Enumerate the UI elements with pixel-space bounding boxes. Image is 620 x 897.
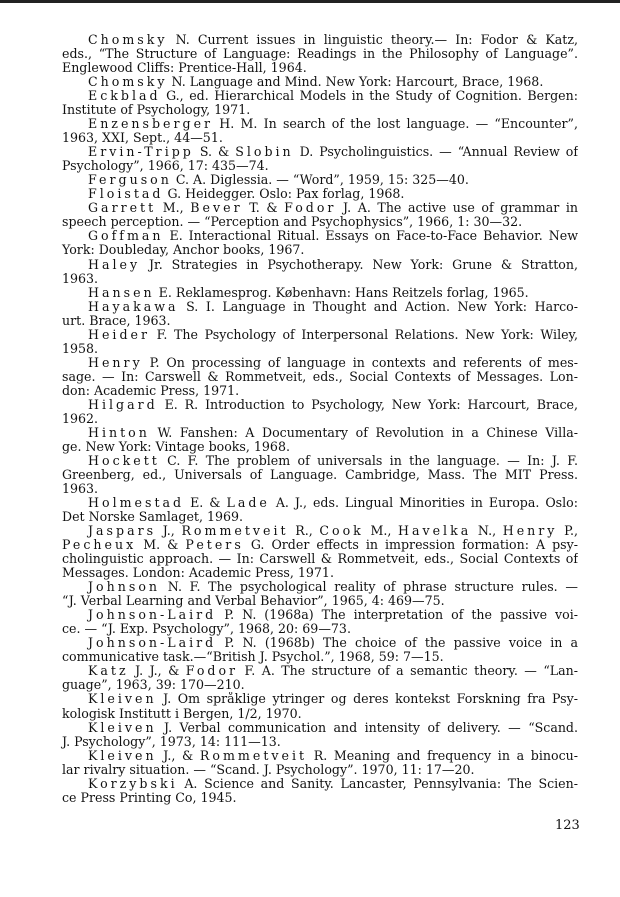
reference-line bbox=[62, 692, 578, 706]
reference-text: P. On processing of language in contexts and referents of mes- bbox=[142, 355, 578, 370]
reference-line bbox=[62, 538, 578, 552]
reference-line bbox=[62, 524, 578, 538]
reference-text: Greenberg, ed., Universals of Language. Cambridge, Mass. The MIT Press. bbox=[62, 467, 578, 482]
reference-text: G. Heidegger. Oslo: Pax forlag, 1968. bbox=[163, 186, 405, 202]
reference-text: S. I. Language in Thought and Action. New York: Harco- bbox=[178, 299, 578, 314]
author-name: Hinton bbox=[88, 425, 150, 440]
reference-text: G. Order effects in impression formation: A psy- bbox=[243, 538, 578, 553]
reference-text: S. & bbox=[193, 145, 236, 160]
reference-entry bbox=[62, 580, 578, 608]
author-name: Bever bbox=[190, 201, 243, 216]
author-name: Garrett bbox=[88, 201, 157, 216]
reference-line bbox=[62, 791, 578, 805]
reference-line bbox=[62, 608, 578, 622]
reference-entry bbox=[62, 117, 578, 145]
reference-text: guage”, 1963, 39: 170—210. bbox=[62, 677, 245, 693]
reference-text: E. Interactional Ritual. Essays on Face-to-Face Behavior. New bbox=[163, 229, 578, 244]
reference-entry bbox=[62, 721, 578, 749]
reference-text: C. F. The problem of universals in the language. — In: J. F. bbox=[159, 453, 578, 468]
reference-text: 1963. bbox=[62, 270, 99, 286]
reference-text: speech perception. — “Perception and Psychophysics”, 1966, 1: 30—32. bbox=[62, 214, 523, 230]
reference-text: H. M. In search of the lost language. — “Encounter”, bbox=[213, 117, 578, 132]
reference-line bbox=[62, 440, 578, 454]
author-name: Enzensberger bbox=[88, 117, 214, 132]
reference-text: J., & bbox=[156, 748, 200, 763]
reference-text: J. Verbal communication and intensity of delivery. — “Scand. bbox=[156, 720, 578, 735]
reference-text: J. Om språklige ytringer og deres kontekst Forskning fra Psy- bbox=[156, 692, 578, 707]
reference-text: J., bbox=[156, 524, 182, 539]
reference-line bbox=[62, 215, 578, 229]
reference-line bbox=[62, 187, 578, 201]
reference-line bbox=[62, 735, 578, 749]
reference-text: J. Psychology”, 1973, 14: 111—13. bbox=[62, 733, 281, 749]
reference-text: E. Reklamesprog. København: Hans Reitzels forlag, 1965. bbox=[154, 284, 529, 300]
reference-text: M., bbox=[363, 524, 398, 539]
author-name: Kleiven bbox=[88, 720, 157, 735]
reference-entry bbox=[62, 454, 578, 496]
scan-edge bbox=[0, 0, 620, 3]
reference-text: G., ed. Hierarchical Models in the Study of Cognition. Bergen: bbox=[160, 89, 578, 104]
reference-text: York: Doubleday, Anchor books, 1967. bbox=[62, 242, 305, 258]
reference-line bbox=[62, 763, 578, 777]
reference-line bbox=[62, 664, 578, 678]
author-name: Cook bbox=[319, 524, 364, 539]
author-name: Holmestad bbox=[88, 496, 185, 511]
reference-text: D. Psycholinguistics. — “Annual Review of bbox=[293, 145, 578, 160]
reference-text: ce. — “J. Exp. Psychology”, 1968, 20: 69—73. bbox=[62, 621, 351, 637]
reference-line bbox=[62, 552, 578, 566]
reference-text: J. A. The active use of grammar in bbox=[336, 201, 578, 216]
reference-text: M., bbox=[156, 201, 191, 216]
reference-entry bbox=[62, 692, 578, 720]
reference-entry bbox=[62, 286, 578, 300]
author-name: Kleiven bbox=[88, 692, 157, 707]
reference-text: N. Language and Mind. New York: Harcourt, Brace, 1968. bbox=[167, 74, 544, 90]
author-name: Johnson bbox=[88, 580, 161, 595]
author-name: Floistad bbox=[88, 186, 164, 202]
reference-text: Psychology”, 1966, 17: 435—74. bbox=[62, 158, 269, 174]
reference-text: Det Norske Samlaget, 1969. bbox=[62, 509, 244, 525]
reference-line bbox=[62, 243, 578, 257]
reference-text: 1962. bbox=[62, 410, 99, 426]
reference-line bbox=[62, 159, 578, 173]
reference-text: don: Academic Press, 1971. bbox=[62, 382, 240, 398]
reference-text: ce Press Printing Co, 1945. bbox=[62, 789, 237, 805]
reference-text: F. A. The structure of a semantic theory. — “Lan- bbox=[238, 664, 578, 679]
author-name: Heider bbox=[88, 327, 150, 342]
reference-text: R. Meaning and frequency in a binocu- bbox=[307, 748, 578, 763]
reference-text: cholinguistic approach. — In: Carswell & Rommetveit, eds., Social Contexts of bbox=[62, 552, 578, 567]
reference-line bbox=[62, 370, 578, 384]
author-name: Pecheux bbox=[62, 538, 137, 553]
reference-text: N. Current issues in linguistic theory.— In: Fodor & Katz, bbox=[167, 33, 578, 47]
reference-line bbox=[62, 258, 578, 272]
reference-entry bbox=[62, 187, 578, 201]
author-name: Havelka bbox=[397, 524, 472, 539]
reference-entry bbox=[62, 75, 578, 89]
reference-line bbox=[62, 580, 578, 594]
reference-text: R., bbox=[288, 524, 320, 539]
reference-entry bbox=[62, 356, 578, 398]
author-name: Rommetveit bbox=[181, 524, 289, 539]
reference-line bbox=[62, 468, 578, 482]
reference-text: lar rivalry situation. — “Scand. J. Psychology”. 1970, 11: 17—20. bbox=[62, 761, 475, 777]
reference-text: P., bbox=[557, 524, 578, 539]
reference-entry bbox=[62, 636, 578, 664]
reference-text: ge. New York: Vintage books, 1968. bbox=[62, 438, 290, 454]
author-name: Hockett bbox=[88, 453, 160, 468]
author-name: Hayakawa bbox=[88, 299, 179, 314]
author-name: Johnson-Laird bbox=[88, 636, 217, 651]
reference-line bbox=[62, 314, 578, 328]
reference-entry bbox=[62, 145, 578, 173]
reference-line bbox=[62, 510, 578, 524]
author-name: Ferguson bbox=[88, 172, 172, 188]
author-name: Korzybski bbox=[88, 776, 178, 791]
reference-text: P. N. (1968a) The interpretation of the passive voi- bbox=[216, 608, 578, 623]
reference-text: Institute of Psychology, 1971. bbox=[62, 102, 251, 118]
author-name: Henry bbox=[88, 355, 143, 370]
reference-text: kologisk Institutt i Bergen, 1/2, 1970. bbox=[62, 705, 302, 721]
reference-line bbox=[62, 286, 578, 300]
reference-text: T. & bbox=[242, 201, 285, 216]
reference-text: urt. Brace, 1963. bbox=[62, 312, 171, 328]
reference-line bbox=[62, 384, 578, 398]
reference-text: W. Fanshen: A Documentary of Revolution in a Chinese Villa- bbox=[149, 425, 578, 440]
author-name: Eckblad bbox=[88, 89, 161, 104]
reference-line bbox=[62, 636, 578, 650]
reference-line bbox=[62, 496, 578, 510]
page-number: 123 bbox=[555, 818, 580, 833]
reference-entry bbox=[62, 777, 578, 805]
reference-line bbox=[62, 721, 578, 735]
reference-text: A. Science and Sanity. Lancaster, Pennsylvania: The Scien- bbox=[177, 776, 578, 791]
reference-line bbox=[62, 482, 578, 496]
author-name: Goffman bbox=[88, 229, 164, 244]
author-name: Chomsky bbox=[88, 74, 168, 90]
reference-line bbox=[62, 594, 578, 608]
reference-line bbox=[62, 117, 578, 131]
reference-text: eds., “The Structure of Language: Readings in the Philosophy of Language”. bbox=[62, 47, 578, 62]
reference-entry bbox=[62, 328, 578, 356]
reference-entry bbox=[62, 524, 578, 580]
reference-text: “J. Verbal Learning and Verbal Behavior”, 1965, 4: 469—75. bbox=[62, 593, 445, 609]
reference-text: 1963, XXI, Sept., 44—51. bbox=[62, 130, 223, 146]
reference-line bbox=[62, 650, 578, 664]
author-name: Henry bbox=[502, 524, 558, 539]
reference-line bbox=[62, 454, 578, 468]
reference-line bbox=[62, 707, 578, 721]
reference-entry bbox=[62, 89, 578, 117]
reference-line bbox=[62, 342, 578, 356]
reference-text: sage. — In: Carswell & Rommetveit, eds., Social Contexts of Messages. Lon- bbox=[62, 369, 578, 384]
reference-line bbox=[62, 33, 578, 47]
author-name: Haley bbox=[88, 257, 141, 272]
reference-text: 1963. bbox=[62, 481, 99, 496]
reference-line bbox=[62, 89, 578, 103]
reference-entry bbox=[62, 398, 578, 426]
reference-text: A. J., eds. Lingual Minorities in Europa. Oslo: bbox=[269, 496, 578, 511]
reference-text: Jr. Strategies in Psychotherapy. New York: Grune & Stratton, bbox=[140, 257, 578, 272]
reference-line bbox=[62, 426, 578, 440]
reference-line bbox=[62, 229, 578, 243]
reference-line bbox=[62, 201, 578, 215]
reference-text: P. N. (1968b) The choice of the passive voice in a bbox=[216, 636, 578, 651]
reference-text: N. F. The psychological reality of phrase structure rules. — bbox=[160, 580, 578, 595]
author-name: Johnson-Laird bbox=[88, 608, 217, 623]
reference-line bbox=[62, 356, 578, 370]
reference-entry bbox=[62, 258, 578, 286]
reference-line bbox=[62, 622, 578, 636]
reference-entry bbox=[62, 229, 578, 257]
author-name: Ervin-Tripp bbox=[88, 145, 194, 160]
author-name: Katz bbox=[88, 664, 129, 679]
reference-entry bbox=[62, 33, 578, 75]
reference-line bbox=[62, 678, 578, 692]
reference-text: E. & bbox=[184, 496, 227, 511]
reference-text: M. & bbox=[136, 538, 186, 553]
reference-line bbox=[62, 328, 578, 342]
reference-text: F. The Psychology of Interpersonal Relations. New York: Wiley, bbox=[150, 327, 578, 342]
author-name: Slobin bbox=[235, 145, 294, 160]
reference-line bbox=[62, 777, 578, 791]
reference-line bbox=[62, 749, 578, 763]
reference-line bbox=[62, 398, 578, 412]
author-name: Peters bbox=[185, 538, 244, 553]
reference-line bbox=[62, 75, 578, 89]
author-name: Hilgard bbox=[88, 397, 158, 412]
reference-line bbox=[62, 61, 578, 75]
reference-line bbox=[62, 412, 578, 426]
reference-entry bbox=[62, 173, 578, 187]
reference-line bbox=[62, 145, 578, 159]
author-name: Lade bbox=[226, 496, 270, 511]
reference-entry bbox=[62, 749, 578, 777]
reference-entry bbox=[62, 496, 578, 524]
reference-text: E. R. Introduction to Psychology, New York: Harcourt, Brace, bbox=[157, 397, 578, 412]
author-name: Hansen bbox=[88, 284, 155, 300]
reference-list bbox=[62, 33, 578, 805]
reference-text: Englewood Cliffs: Prentice-Hall, 1964. bbox=[62, 60, 307, 76]
author-name: Chomsky bbox=[88, 33, 168, 47]
reference-entry bbox=[62, 608, 578, 636]
reference-text: J. J., & bbox=[128, 664, 186, 679]
reference-line bbox=[62, 173, 578, 187]
reference-entry bbox=[62, 664, 578, 692]
author-name: Kleiven bbox=[88, 748, 157, 763]
reference-text: 1958. bbox=[62, 340, 99, 356]
reference-text: Messages. London: Academic Press, 1971. bbox=[62, 565, 334, 581]
reference-entry bbox=[62, 300, 578, 328]
reference-line bbox=[62, 131, 578, 145]
reference-text: communicative task.—“British J. Psychol.”, 1968, 59: 7—15. bbox=[62, 649, 444, 665]
reference-line bbox=[62, 272, 578, 286]
reference-entry bbox=[62, 201, 578, 229]
author-name: Fodor bbox=[284, 201, 337, 216]
reference-line bbox=[62, 300, 578, 314]
reference-text: C. A. Diglessia. — “Word”, 1959, 15: 325—40. bbox=[171, 172, 469, 188]
reference-line bbox=[62, 47, 578, 61]
author-name: Fodor bbox=[185, 664, 239, 679]
author-name: Rommetveit bbox=[199, 748, 308, 763]
reference-line bbox=[62, 103, 578, 117]
author-name: Jaspars bbox=[88, 524, 157, 539]
reference-entry bbox=[62, 426, 578, 454]
reference-line bbox=[62, 566, 578, 580]
reference-text: N., bbox=[471, 524, 503, 539]
